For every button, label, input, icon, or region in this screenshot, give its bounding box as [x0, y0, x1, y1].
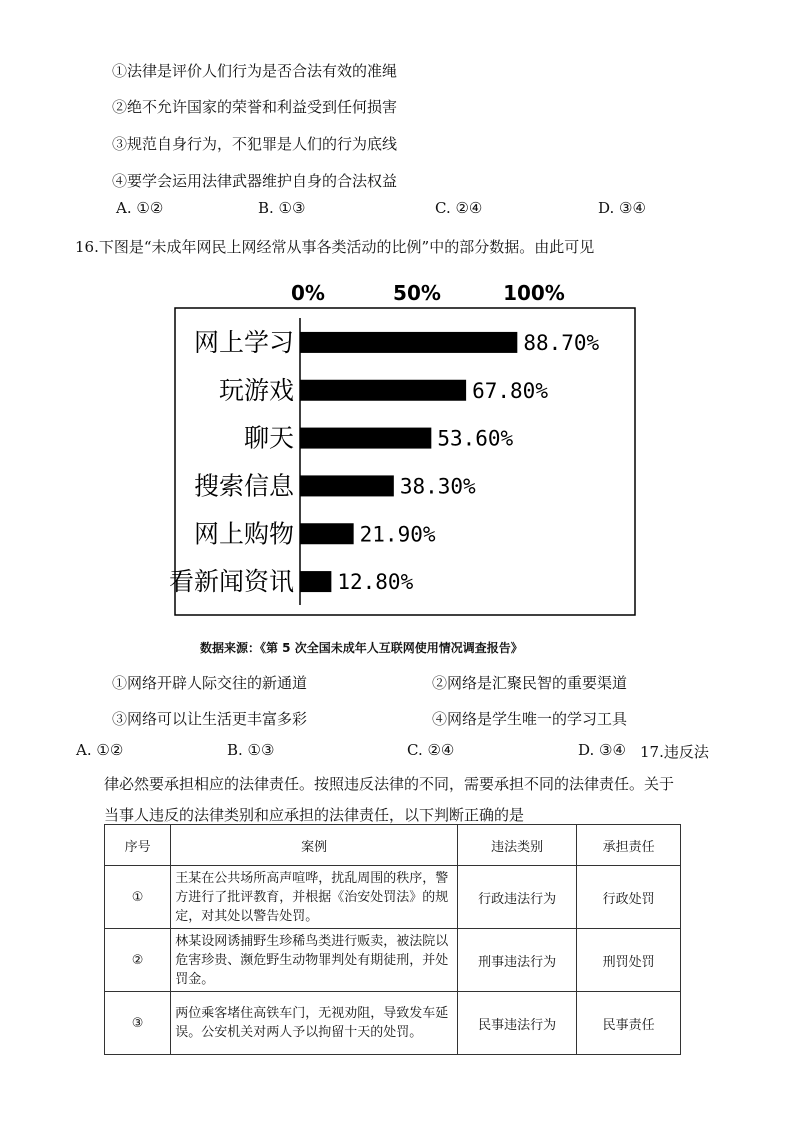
q16-option-a: A. ①② — [76, 741, 124, 759]
table-row — [105, 866, 681, 929]
value-label: 67.80% — [472, 378, 548, 403]
q16-statement-3: ③网络可以让生活更丰富多彩 — [112, 710, 308, 728]
row-liability: 民事责任 — [577, 992, 681, 1055]
option-a: A. ①② — [116, 199, 164, 217]
bar — [300, 380, 466, 401]
q16-statement-4: ④网络是学生唯一的学习工具 — [432, 710, 628, 728]
header-index: 序号 — [105, 825, 171, 866]
statement-1: ①法律是评价人们行为是否合法有效的准绳 — [112, 62, 398, 80]
row-violation-type: 刑事违法行为 — [458, 929, 577, 992]
bar — [300, 428, 431, 449]
q16-statement-1: ①网络开辟人际交往的新通道 — [112, 674, 308, 692]
activity-bar-chart — [168, 278, 638, 618]
value-label: 53.60% — [437, 426, 514, 451]
statement-4: ④要学会运用法律武器维护自身的合法权益 — [112, 172, 398, 190]
q16-option-b: B. ①③ — [227, 741, 275, 759]
option-c: C. ②④ — [435, 199, 483, 217]
statement-3: ③规范自身行为，不犯罪是人们的行为底线 — [112, 135, 398, 153]
row-case: 林某设网诱捕野生珍稀鸟类进行贩卖，被法院以危害珍贵、濒危野生动物罪判处有期徒刑，并处罚金。 — [171, 929, 458, 992]
category-label: 网上购物 — [193, 519, 294, 549]
q16-stem: 16.下图是“未成年网民上网经常从事各类活动的比例”中的部分数据。由此可见 — [75, 238, 595, 256]
row-index: ① — [105, 866, 171, 929]
row-case: 两位乘客堵住高铁车门，无视劝阻，导致发车延误。公安机关对两人予以拘留十天的处罚。 — [171, 992, 458, 1055]
value-label: 21.90% — [359, 522, 436, 547]
bar — [300, 475, 394, 496]
table-row — [105, 929, 681, 992]
q16-statement-2: ②网络是汇聚民智的重要渠道 — [432, 674, 628, 692]
law-case-table — [104, 824, 681, 1055]
category-label: 聊天 — [243, 423, 294, 453]
category-label: 网上学习 — [193, 327, 294, 357]
bar — [300, 571, 331, 592]
tick-label: 100% — [503, 281, 565, 305]
q17-stem-line3: 当事人违反的法律类别和应承担的法律责任，以下判断正确的是 — [104, 806, 525, 824]
statement-2: ②绝不允许国家的荣誉和利益受到任何损害 — [112, 98, 398, 116]
bar — [300, 523, 354, 544]
bar — [300, 332, 517, 353]
data-source-note: 数据来源：《第 5 次全国未成年人互联网使用情况调查报告》 — [200, 641, 523, 655]
header-case: 案例 — [171, 825, 458, 866]
row-violation-type: 行政违法行为 — [458, 866, 577, 929]
category-label: 玩游戏 — [218, 375, 294, 405]
row-index: ③ — [105, 992, 171, 1055]
header-liability: 承担责任 — [577, 825, 681, 866]
header-violation-type: 违法类别 — [458, 825, 577, 866]
option-d: D. ③④ — [598, 199, 646, 217]
value-label: 88.70% — [523, 330, 600, 355]
table-row — [105, 992, 681, 1055]
value-label: 12.80% — [337, 570, 414, 595]
q16-option-d: D. ③④ — [578, 741, 626, 759]
row-violation-type: 民事违法行为 — [458, 992, 577, 1055]
q17-stem-start: 17.违反法 — [640, 743, 709, 761]
row-case: 王某在公共场所高声喧哗，扰乱周围的秩序，警方进行了批评教育，并根据《治安处罚法》的规定，对其处以警告处罚。 — [171, 866, 458, 929]
tick-label: 0% — [291, 281, 325, 305]
tick-label: 50% — [393, 281, 441, 305]
q16-option-c: C. ②④ — [407, 741, 455, 759]
q17-stem-line2: 律必然要承担相应的法律责任。按照违反法律的不同，需要承担不同的法律责任。关于 — [104, 775, 675, 793]
row-liability: 刑罚处罚 — [577, 929, 681, 992]
category-label: 看新闻资讯 — [168, 567, 294, 597]
row-liability: 行政处罚 — [577, 866, 681, 929]
table-header-row — [105, 825, 681, 866]
option-b: B. ①③ — [258, 199, 306, 217]
value-label: 38.30% — [399, 474, 476, 499]
category-label: 搜索信息 — [193, 471, 294, 501]
row-index: ② — [105, 929, 171, 992]
chart-svg — [168, 278, 638, 618]
